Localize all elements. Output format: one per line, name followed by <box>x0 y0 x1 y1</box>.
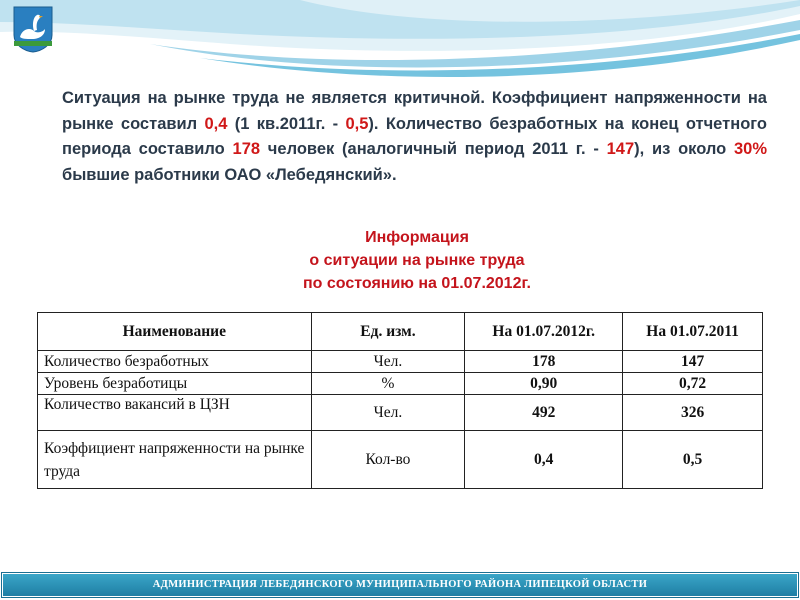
row-value-2012: 492 <box>465 395 623 431</box>
row-value-2011: 326 <box>623 395 763 431</box>
labor-market-table <box>37 312 763 489</box>
tension-coefficient-value: 0,4 <box>204 114 228 133</box>
row-value-2012: 0,90 <box>465 373 623 395</box>
intro-text-2: (1 кв.2011г. - <box>227 114 346 133</box>
table-row <box>38 431 763 489</box>
info-title-line-2: о ситуации на рынке труда <box>309 252 525 269</box>
info-title-line-3: по состоянию на 01.07.2012г. <box>303 275 531 292</box>
row-unit: Чел. <box>311 351 465 373</box>
unemployed-prev-value: 147 <box>606 140 635 158</box>
row-value-2011: 0,72 <box>623 373 763 395</box>
row-name: Уровень безработицы <box>38 373 312 395</box>
row-value-2012: 178 <box>465 351 623 373</box>
table-header-row <box>38 313 763 351</box>
row-value-2011: 147 <box>623 351 763 373</box>
info-title-line-1: Информация <box>365 229 469 246</box>
footer-banner: АДМИНИСТРАЦИЯ ЛЕБЕДЯНСКОГО МУНИЦИПАЛЬНОГО РАЙОНА ЛИПЕЦКОЙ ОБЛАСТИ <box>2 573 798 597</box>
row-unit: Чел. <box>311 395 465 431</box>
intro-text-1: Ситуация на рынке труда не является критичной. Коэффициент напряженности на рынке составил <box>62 89 767 133</box>
row-value-2011: 0,5 <box>623 431 763 489</box>
table-row <box>38 373 763 395</box>
former-workers-percent: 30% <box>733 140 767 158</box>
coat-of-arms-swan-icon <box>12 5 54 53</box>
table-row <box>38 351 763 373</box>
header-unit: Ед. изм. <box>311 313 465 351</box>
intro-paragraph <box>62 86 767 188</box>
intro-text-6: бывшие работники ОАО «Лебедянский». <box>62 165 397 184</box>
row-name: Коэффициент напряженности на рынке труда <box>38 431 312 489</box>
info-title <box>0 226 800 295</box>
intro-text-4: человек (аналогичный период 2011 г. - <box>260 140 607 158</box>
row-unit: % <box>311 373 465 395</box>
tension-coefficient-prev-value: 0,5 <box>345 114 369 133</box>
header-name: Наименование <box>38 313 312 351</box>
row-name: Количество вакансий в ЦЗН <box>38 395 312 431</box>
intro-text-5: ), из около <box>634 140 734 158</box>
intro-text-3: ). Количество безработных на конец отчетного периода составило <box>62 114 768 158</box>
row-name: Количество безработных <box>38 351 312 373</box>
header-2011: На 01.07.2011 <box>623 313 763 351</box>
header-waves <box>0 0 800 90</box>
row-value-2012: 0,4 <box>465 431 623 489</box>
unemployed-count-value: 178 <box>232 140 261 158</box>
header-2012: На 01.07.2012г. <box>465 313 623 351</box>
row-unit: Кол-во <box>311 431 465 489</box>
table-row <box>38 395 763 431</box>
